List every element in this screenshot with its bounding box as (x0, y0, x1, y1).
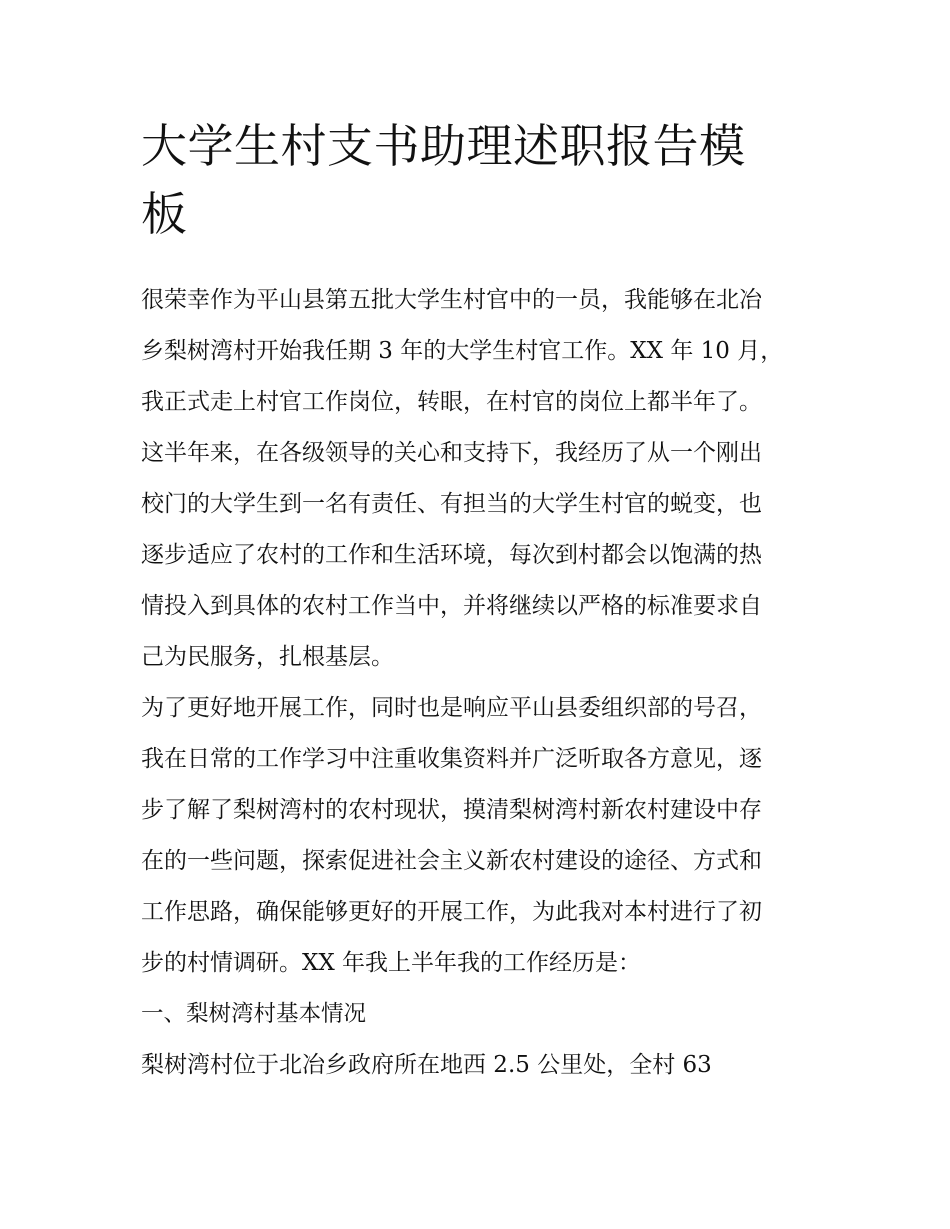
paragraph-1-line-5: 校门的大学生到一名有责任、有担当的大学生村官的蜕变，也 (141, 491, 762, 517)
paragraph-2-line-1: 为了更好地开展工作，同时也是响应平山县委组织部的号召， (141, 695, 762, 721)
paragraph-1-line-8: 己为民服务，扎根基层。 (141, 644, 394, 670)
paragraph-2-line-5: 工作思路，确保能够更好的开展工作，为此我对本村进行了初 (141, 899, 762, 925)
paragraph-1-line-3: 我正式走上村官工作岗位，转眼，在村官的岗位上都半年了。 (141, 389, 762, 415)
document-body (141, 275, 813, 1091)
paragraph-2-line-4: 在的一些问题，探索促进社会主义新农村建设的途径、方式和 (141, 848, 762, 874)
paragraph-3-line-1: 梨树湾村位于北冶乡政府所在地西 2.5 公里处，全村 63 (141, 1052, 712, 1078)
paragraph-1-line-7: 情投入到具体的农村工作当中，并将继续以严格的标准要求自 (141, 593, 762, 619)
document-title (141, 112, 813, 248)
section-heading: 一、梨树湾村基本情况 (141, 1001, 367, 1027)
paragraph-2-line-2: 我在日常的工作学习中注重收集资料并广泛听取各方意见，逐 (141, 746, 762, 772)
paragraph-2-line-3: 步了解了梨树湾村的农村现状，摸清梨树湾村新农村建设中存 (141, 797, 762, 823)
title-line-2: 板 (141, 187, 188, 241)
paragraph-1-line-4: 这半年来，在各级领导的关心和支持下，我经历了从一个刚出 (141, 440, 762, 466)
paragraph-1-line-1: 很荣幸作为平山县第五批大学生村官中的一员，我能够在北冶 (141, 287, 762, 313)
document-content (141, 112, 813, 1091)
paragraph-1-line-6: 逐步适应了农村的工作和生活环境，每次到村都会以饱满的热 (141, 542, 762, 568)
title-line-1: 大学生村支书助理述职报告模 (141, 119, 746, 173)
paragraph-2-line-6: 步的村情调研。XX 年我上半年我的工作经历是： (141, 950, 642, 976)
paragraph-1-line-2: 乡梨树湾村开始我任期 3 年的大学生村官工作。XX 年 10 月， (141, 338, 784, 364)
